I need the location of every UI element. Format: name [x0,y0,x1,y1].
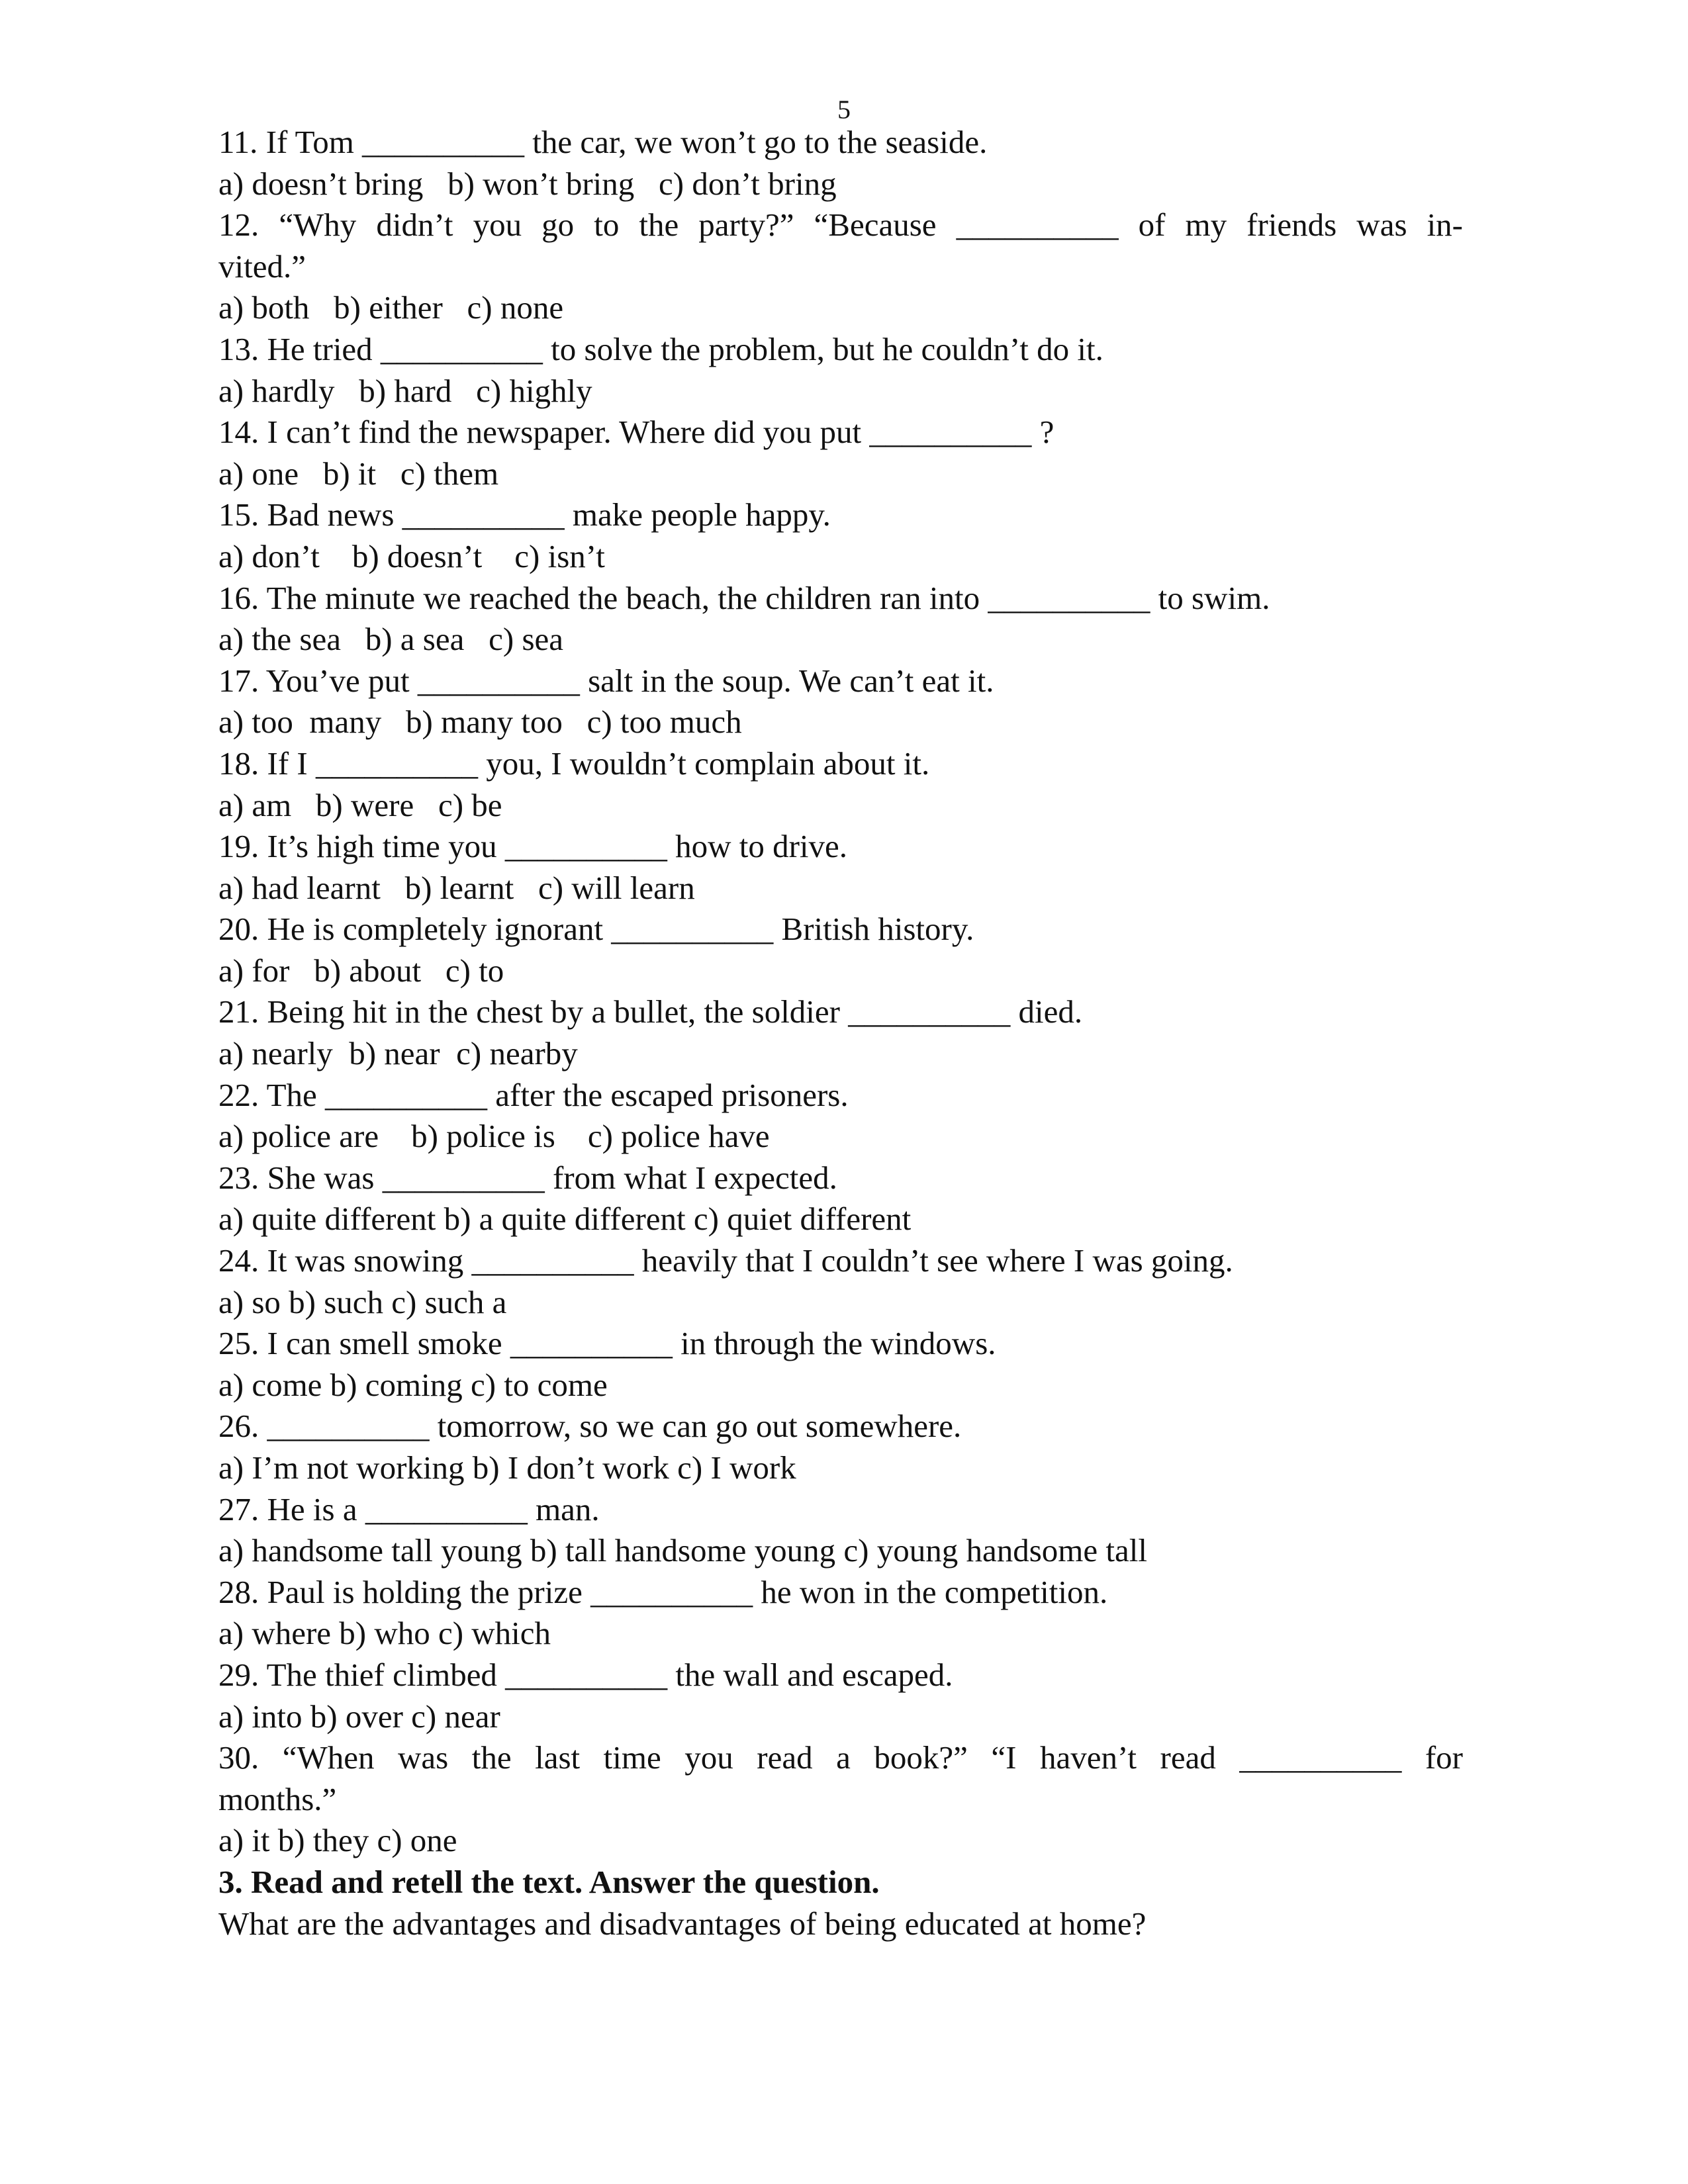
question-text: Being hit in the chest by a bullet, the soldier __________ died. [267,993,1083,1030]
answer-options-20: a) for b) about c) to [218,952,504,989]
answer-options-18: a) am b) were c) be [218,786,502,823]
question-12-continued: vited.” [218,248,306,285]
question-number: 22. [218,1076,259,1113]
question-text: Bad news __________ make people happy. [267,496,831,533]
question-text: Paul is holding the prize __________ he won in the competition. [267,1573,1108,1610]
answer-options-21: a) nearly b) near c) nearby [218,1035,578,1072]
question-number: 20. [218,911,259,948]
answer-options-19: a) had learnt b) learnt c) will learn [218,869,695,906]
answer-options-26: a) I’m not working b) I don’t work c) I work [218,1449,796,1486]
question-text: I can smell smoke __________ in through the windows. [267,1325,996,1362]
question-text: __________ tomorrow, so we can go out somewhere. [267,1408,962,1445]
question-text: It’s high time you __________ how to drive. [267,828,847,865]
answer-options-16: a) the sea b) a sea c) sea [218,621,564,658]
question-number: 30. [218,1739,259,1776]
question-text: The thief climbed __________ the wall and escaped. [266,1656,953,1693]
answer-options-27: a) handsome tall young b) tall handsome young c) young handsome tall [218,1532,1148,1569]
question-number: 11. [218,124,258,160]
question-text: He tried __________ to solve the problem, but he couldn’t do it. [267,330,1103,367]
question-25 [218,1323,1463,1365]
question-24 [218,1240,1463,1282]
question-22 [218,1075,1463,1116]
answer-options-30: a) it b) they c) one [218,1822,457,1859]
question-number: 19. [218,828,259,865]
question-12 [218,205,1463,246]
question-28 [218,1572,1463,1614]
question-number: 25. [218,1325,259,1362]
question-text: I can’t find the newspaper. Where did you put __________ ? [267,414,1055,451]
question-21 [218,991,1463,1033]
question-text: The minute we reached the beach, the children ran into __________ to swim. [266,579,1270,616]
answer-options-24: a) so b) such c) such a [218,1283,507,1320]
question-text: If Tom __________ the car, we won’t go to the seaside. [265,124,988,160]
question-27 [218,1489,1463,1531]
question-text: You’ve put __________ salt in the soup. We can’t eat it. [265,662,994,699]
question-text: “Why didn’t you go to the party?” “Because __________ of my friends was in- [279,206,1464,244]
question-number: 17. [218,662,259,699]
question-text: “When was the last time you read a book?” “I haven’t read __________ for [282,1739,1463,1776]
question-number: 29. [218,1656,259,1693]
question-number: 23. [218,1159,259,1196]
answer-options-28: a) where b) who c) which [218,1615,551,1652]
question-text: He is completely ignorant __________ British history. [267,911,974,948]
answer-options-13: a) hardly b) hard c) highly [218,372,592,409]
question-20 [218,909,1463,950]
question-13 [218,329,1463,371]
question-text: If I __________ you, I wouldn’t complain about it. [267,745,930,782]
question-number: 27. [218,1490,259,1527]
question-text: She was __________ from what I expected. [267,1159,837,1196]
question-number: 14. [218,414,259,451]
answer-options-12: a) both b) either c) none [218,289,564,326]
answer-options-15: a) don’t b) doesn’t c) isn’t [218,537,605,574]
question-30-continued: months.” [218,1780,337,1817]
question-29 [218,1655,1463,1696]
question-15 [218,494,1463,536]
question-number: 21. [218,993,259,1030]
question-number: 12. [218,206,259,244]
task-heading: 3. Read and retell the text. Answer the question. [218,1863,880,1900]
question-30 [218,1737,1463,1779]
question-16 [218,578,1463,619]
answer-options-17: a) too many b) many too c) too much [218,704,742,741]
question-number: 28. [218,1573,259,1610]
question-11 [218,122,1463,163]
question-number: 26. [218,1408,259,1445]
answer-options-25: a) come b) coming c) to come [218,1366,608,1403]
question-19 [218,826,1463,868]
answer-options-29: a) into b) over c) near [218,1698,500,1735]
task-question: What are the advantages and disadvantages of being educated at home? [218,1905,1147,1942]
question-23 [218,1158,1463,1199]
answer-options-23: a) quite different b) a quite different c) quiet different [218,1201,912,1238]
page-number: 5 [837,95,851,124]
question-number: 24. [218,1242,259,1279]
question-14 [218,412,1463,453]
question-text: It was snowing __________ heavily that I couldn’t see where I was going. [267,1242,1233,1279]
question-number: 15. [218,496,259,533]
exercise-content [218,122,1463,1944]
question-number: 13. [218,330,259,367]
question-number: 18. [218,745,259,782]
question-text: The __________ after the escaped prisoners. [266,1076,849,1113]
question-18 [218,743,1463,785]
answer-options-14: a) one b) it c) them [218,455,499,492]
question-number: 16. [218,579,259,616]
question-17 [218,660,1463,702]
question-text: He is a __________ man. [267,1490,600,1527]
answer-options-11: a) doesn’t bring b) won’t bring c) don’t bring [218,165,837,202]
question-26 [218,1406,1463,1447]
answer-options-22: a) police are b) police is c) police have [218,1118,770,1155]
